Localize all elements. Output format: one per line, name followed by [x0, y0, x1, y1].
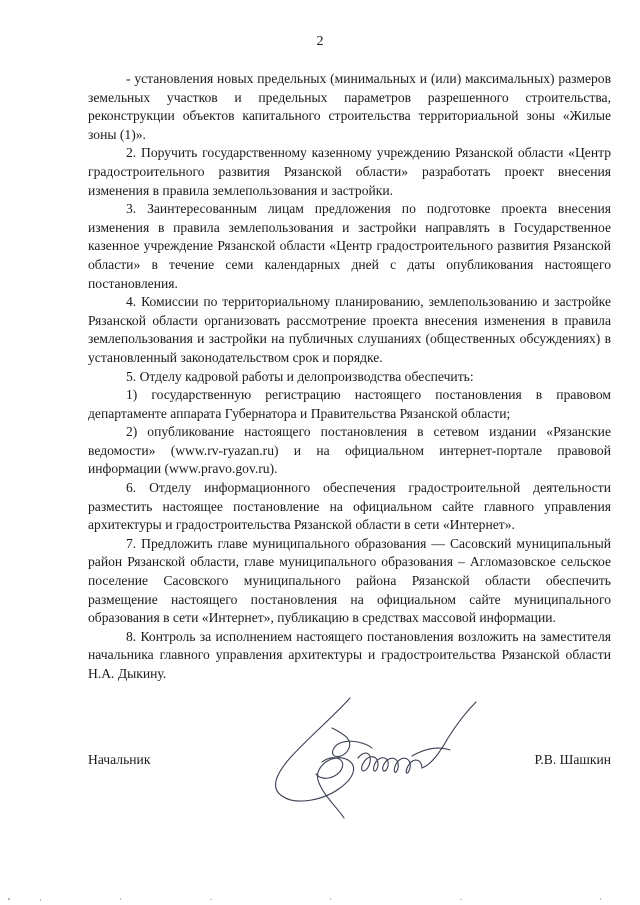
paragraph-item-5: 5. Отделу кадровой работы и делопроизводства обеспечить: [126, 368, 474, 384]
paragraph-item-6: 6. Отделу информационного обеспечения градостроительной деятельности разместить настоящее постановление на официальном сайте главного управления архитектуры и градостроительства Рязанской области в сети «Интернет». [88, 480, 611, 533]
paragraph-item-8: 8. Контроль за исполнением настоящего постановления возложить на заместителя начальника главного управления архитектуры и градостроительства Рязанской области Н.А. Дыкину. [88, 628, 611, 681]
signature-block [88, 752, 611, 776]
paragraph-zone-limits: - установления новых предельных (минимальных и (или) максимальных) размеров земельных участков и предельных параметров разрешенного строительства, реконструкции объектов капитального строительства территориальной зоны «Жилые зоны (1)». [88, 71, 611, 142]
scan-edge-marks [0, 896, 640, 904]
page-number: 2 [316, 34, 324, 49]
paragraph-item-5-1: 1) государственную регистрацию настоящего постановления в правовом департаменте аппарата Губернатора и Правительства Рязанской области; [88, 387, 611, 421]
paragraph-item-2: 2. Поручить государственному казенному учреждению Рязанской области «Центр градостроительного развития Рязанской области» разработать проект внесения изменения в правила землепользования и застройки. [88, 145, 611, 198]
paragraph-item-5-2: 2) опубликование настоящего постановления в сетевом издании «Рязанские ведомости» (www.rv-ryazan.ru) и на официальном интернет-портале правовой информации (www.pravo.gov.ru). [88, 424, 611, 477]
signatory-title: Начальник [88, 752, 151, 767]
paragraph-item-7: 7. Предложить главе муниципального образования — Сасовский муниципальный район Рязанской области, главе муниципального образования – Агломазовское сельское поселение Сасовского муниципального района Рязанской области обеспечить размещение настоящего постановления на официальном сайте муниципального образования в сети «Интернет», публикацию в средствах массовой информации. [88, 535, 611, 626]
paragraph-item-4: 4. Комиссии по территориальному планированию, землепользованию и застройке Рязанской области организовать рассмотрение проекта внесения изменения в правила землепользования и застройки на публичных слушаниях (общественных обсуждениях) в установленный законодательством срок и порядке. [88, 294, 611, 365]
paragraph-item-3: 3. Заинтересованным лицам предложения по подготовке проекта внесения изменения в правила землепользования и застройки направлять в Государственное казенное учреждение Рязанской области «Центр градостроительного развития Рязанской области» в течение семи календарных дней с даты опубликования настоящего постановления. [88, 201, 611, 291]
signatory-name: Р.В. Шашкин [534, 752, 611, 767]
document-body [88, 70, 611, 684]
